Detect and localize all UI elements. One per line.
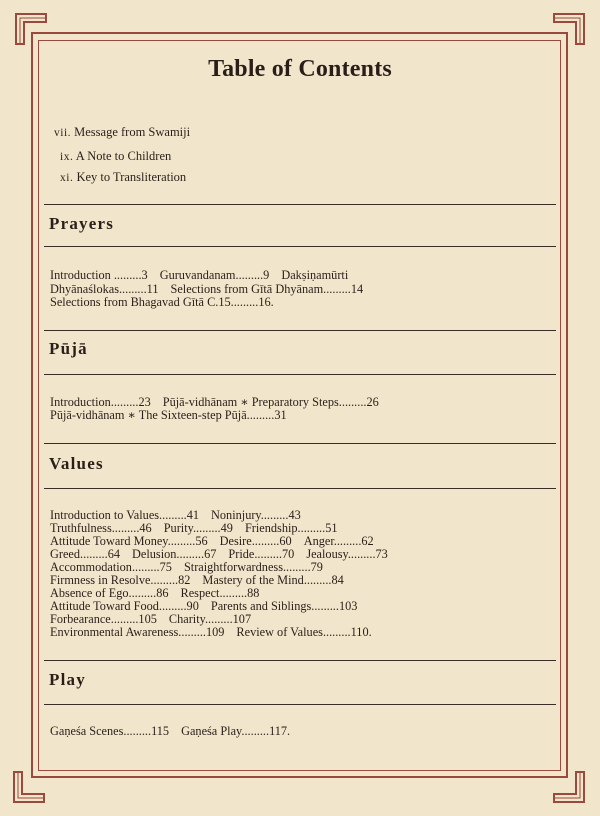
toc-entry: Delusion.........67 — [132, 547, 217, 561]
toc-entry: Forbearance.........105 — [50, 612, 157, 626]
toc-line — [50, 521, 338, 535]
section-divider — [44, 246, 556, 247]
section-divider — [44, 374, 556, 375]
toc-line — [50, 395, 379, 409]
toc-line — [50, 724, 290, 738]
toc-entry: Absence of Ego.........86 — [50, 586, 169, 600]
toc-entry: Charity.........107 — [168, 612, 252, 626]
toc-entry: Environmental Awareness.........109 — [50, 625, 225, 639]
toc-entry: Attitude Toward Food.........90 — [50, 599, 199, 613]
section-divider — [44, 443, 556, 444]
toc-entry: Friendship.........51 — [244, 521, 338, 535]
intro-text: Message from Swamiji — [74, 125, 191, 139]
toc-line — [50, 547, 388, 561]
toc-line — [50, 508, 301, 522]
toc-entry: Pride.........70 — [228, 547, 295, 561]
toc-entry: Review of Values.........110. — [236, 625, 372, 639]
toc-line — [50, 612, 251, 626]
corner-ornament-icon — [14, 12, 48, 46]
toc-entry: Straightforwardness.........79 — [183, 560, 323, 574]
section-divider — [44, 330, 556, 331]
toc-entry: Mastery of the Mind.........84 — [202, 573, 344, 587]
toc-entry: Anger.........62 — [303, 534, 374, 548]
toc-entry: Noninjury.........43 — [211, 508, 301, 522]
toc-line — [50, 560, 323, 574]
page-title: Table of Contents — [208, 56, 392, 82]
toc-entry: Dakṣiṇamūrti — [281, 268, 349, 282]
toc-entry: Truthfulness.........46 — [50, 521, 152, 535]
toc-entry: Purity.........49 — [163, 521, 233, 535]
toc-entry: Respect.........88 — [180, 586, 260, 600]
toc-entry: Attitude Toward Money.........56 — [50, 534, 208, 548]
toc-line — [50, 599, 357, 613]
section-heading-puja: Pūjā — [49, 339, 88, 358]
toc-entry: Pūjā-vidhānam ∗ Preparatory Steps.........26 — [162, 395, 379, 409]
toc-entry: Guruvandanam.........9 — [159, 268, 270, 282]
section-heading-values: Values — [49, 454, 104, 473]
section-heading-play: Play — [49, 670, 86, 689]
toc-entry: Greed.........64 — [50, 547, 121, 561]
toc-entry: Parents and Siblings.........103 — [210, 599, 358, 613]
toc-line — [50, 534, 374, 548]
toc-line — [50, 573, 344, 587]
toc-line — [50, 282, 363, 296]
toc-entry: Dhyānaślokas.........11 — [50, 282, 159, 296]
intro-number: ix. — [60, 151, 74, 163]
section-divider — [44, 704, 556, 705]
intro-item — [60, 170, 186, 185]
toc-entry: Jealousy.........73 — [306, 547, 388, 561]
toc-entry: Accommodation.........75 — [50, 560, 172, 574]
intro-text: Key to Transliteration — [76, 170, 187, 184]
section-divider — [44, 204, 556, 205]
toc-entry: Gaṇeśa Scenes.........115 — [50, 724, 170, 738]
section-divider — [44, 488, 556, 489]
intro-item — [54, 125, 190, 140]
toc-entry: Desire.........60 — [219, 534, 292, 548]
toc-entry: Selections from Gītā Dhyānam.........14 — [170, 282, 364, 296]
section-divider — [44, 660, 556, 661]
toc-line — [50, 268, 348, 282]
toc-entry: Introduction .........3 — [50, 268, 148, 282]
toc-line — [50, 408, 287, 422]
toc-entry: Pūjā-vidhānam ∗ The Sixteen-step Pūjā.........31 — [50, 408, 287, 422]
intro-number: xi. — [60, 172, 74, 184]
toc-entry: Gaṇeśa Play.........117. — [181, 724, 291, 738]
toc-entry: Introduction to Values.........41 — [50, 508, 200, 522]
section-heading-prayers: Prayers — [49, 214, 115, 233]
corner-ornament-icon — [12, 770, 46, 804]
toc-line — [50, 586, 259, 600]
toc-line — [50, 625, 372, 639]
toc-line — [50, 295, 274, 309]
intro-number: vii. — [54, 127, 72, 139]
toc-entry: Selections from Bhagavad Gītā C.15.........16. — [50, 295, 274, 309]
corner-ornament-icon — [552, 12, 586, 46]
toc-entry: Firmness in Resolve.........82 — [50, 573, 191, 587]
intro-text: A Note to Children — [75, 149, 172, 163]
toc-entry: Introduction.........23 — [50, 395, 151, 409]
intro-item — [60, 149, 171, 164]
corner-ornament-icon — [552, 770, 586, 804]
